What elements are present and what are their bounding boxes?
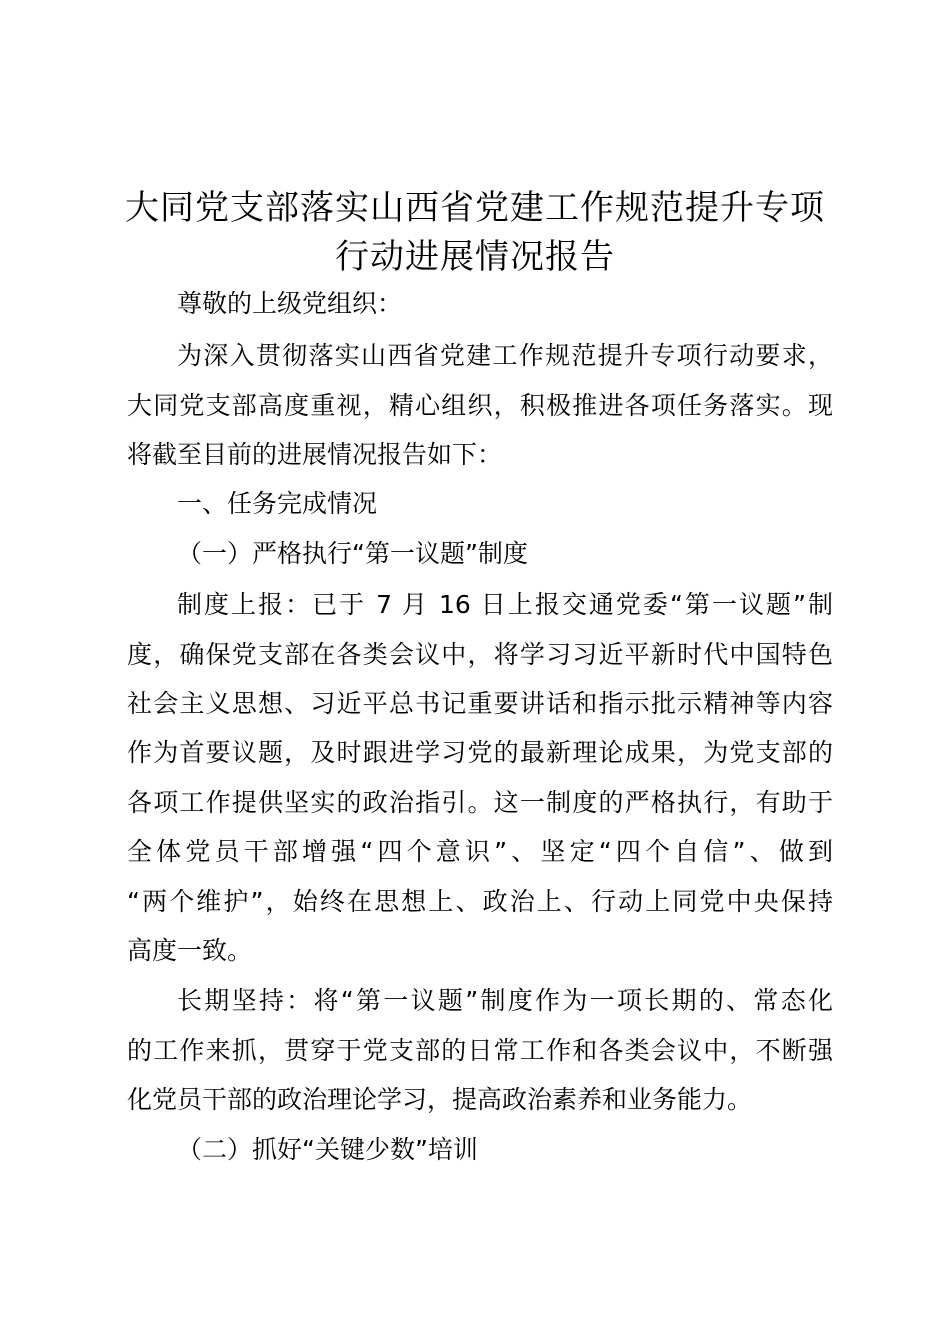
para1-line-6: 全体党员干部增强“四个意识”、坚定“四个自信”、做到 xyxy=(127,837,833,866)
para1-line-7: “两个维护”，始终在思想上、政治上、行动上同党中央保持 xyxy=(127,887,833,916)
subsection-heading-1: （一）严格执行“第一议题”制度 xyxy=(177,539,528,568)
para2-line-1: 长期坚持：将“第一议题”制度作为一项长期的、常态化 xyxy=(177,986,833,1015)
para1-line-3: 社会主义思想、习近平总书记重要讲话和指示批示精神等内容 xyxy=(127,689,833,718)
intro-line-1: 为深入贯彻落实山西省党建工作规范提升专项行动要求， xyxy=(177,341,833,370)
salutation: 尊敬的上级党组织： xyxy=(177,289,403,318)
para2-line-2: 的工作来抓，贯穿于党支部的日常工作和各类会议中，不断强 xyxy=(127,1036,833,1065)
intro-line-2: 大同党支部高度重视，精心组织，积极推进各项任务落实。现 xyxy=(127,391,833,420)
document-title-line-2: 行动进展情况报告 xyxy=(335,237,615,277)
para1-line-5: 各项工作提供坚实的政治指引。这一制度的严格执行，有助于 xyxy=(127,788,833,817)
para1-line-8: 高度一致。 xyxy=(127,936,253,965)
intro-line-3: 将截至目前的进展情况报告如下： xyxy=(127,440,503,469)
para1-line-1: 制度上报：已于 7 月 16 日上报交通党委“第一议题”制 xyxy=(177,590,833,619)
document-title-line-1: 大同党支部落实山西省党建工作规范提升专项 xyxy=(125,188,825,228)
section-heading: 一、任务完成情况 xyxy=(177,489,378,518)
para1-line-4: 作为首要议题，及时跟进学习党的最新理论成果，为党支部的 xyxy=(127,738,833,767)
para1-line-2: 度，确保党支部在各类会议中，将学习习近平新时代中国特色 xyxy=(127,640,833,669)
subsection-heading-2: （二）抓好“关键少数”培训 xyxy=(177,1135,478,1164)
para2-line-3: 化党员干部的政治理论学习，提高政治素养和业务能力。 xyxy=(127,1085,753,1114)
